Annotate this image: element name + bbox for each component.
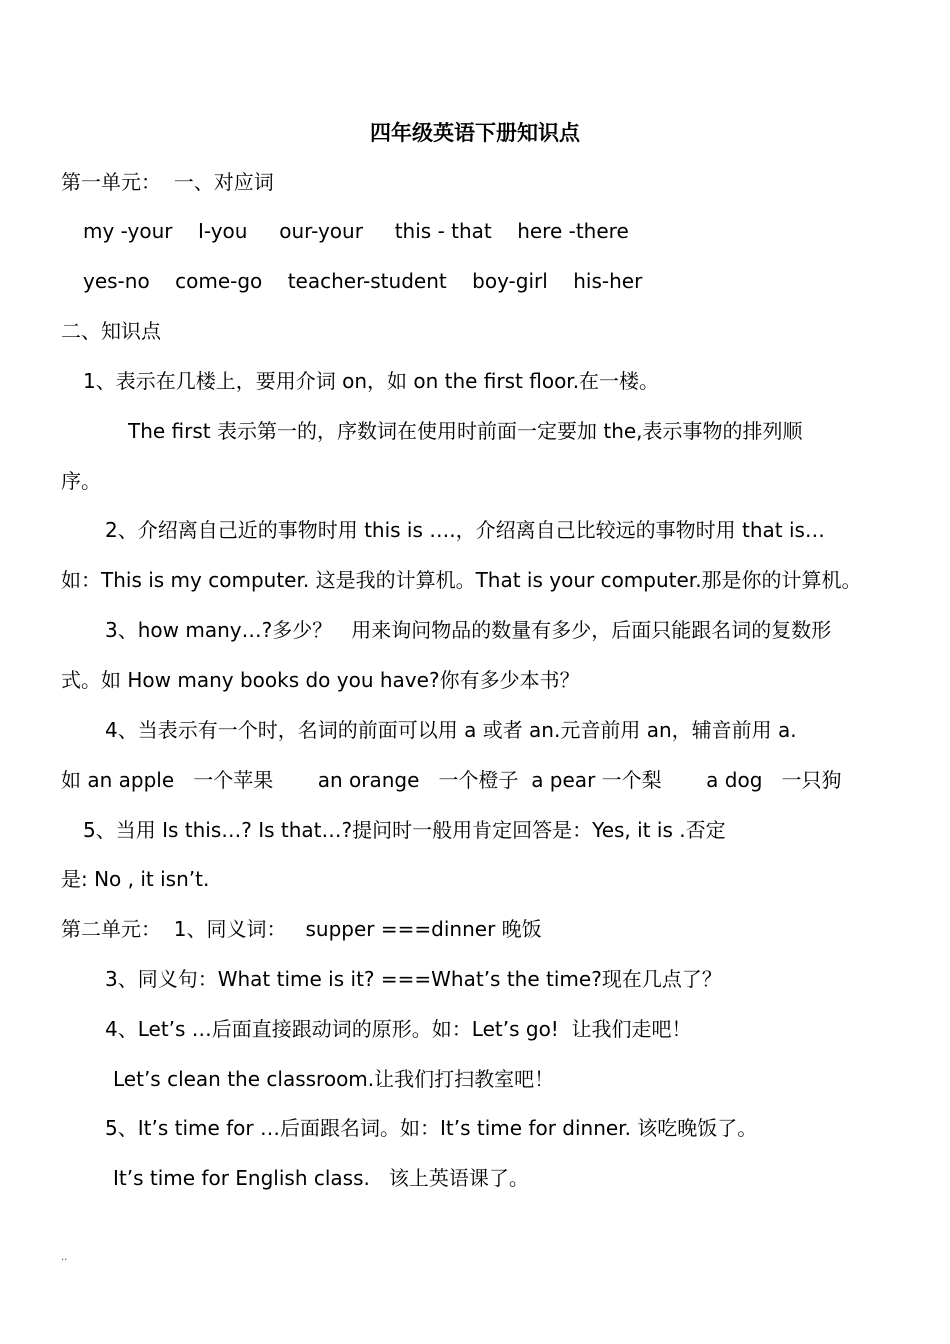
- knowledge-points-heading: 二、知识点: [61, 319, 161, 343]
- antonym-pairs-line-2: yes-no come-go teacher-student boy-girl his-her: [83, 269, 643, 293]
- document-title: 四年级英语下册知识点: [370, 121, 580, 145]
- point-3-example: 式。如 How many books do you have?你有多少本书？: [61, 668, 580, 692]
- unit-two-point-4: 4、Let’s …后面直接跟动词的原形。如：Let’s go! 让我们走吧！: [105, 1017, 692, 1041]
- point-5-line: 5、当用 Is this…? Is that…?提问时一般用肯定回答是：Yes, it is .否定: [83, 818, 726, 842]
- point-3-line: 3、how many…?多少？ 用来询问物品的数量有多少，后面只能跟名词的复数形: [105, 618, 832, 642]
- unit-two-point-4-example: Let’s clean the classroom.让我们打扫教室吧！: [113, 1067, 555, 1091]
- unit-two-point-5-example: It’s time for English class. 该上英语课了。: [113, 1166, 529, 1190]
- point-4-example: 如 an apple 一个苹果 an orange 一个橙子 a pear 一个梨 a dog 一只狗: [61, 768, 842, 792]
- point-1-wrap: 序。: [61, 469, 101, 493]
- antonym-pairs-line-1: my -your I-you our-your this - that here -there: [83, 219, 629, 243]
- point-5-wrap: 是: No , it isn’t.: [61, 867, 210, 891]
- unit-one-heading: 第一单元： 一、对应词: [61, 170, 274, 194]
- point-1-line: 1、表示在几楼上，要用介词 on，如 on the first floor.在一楼。: [83, 369, 660, 393]
- point-4-line: 4、当表示有一个时，名词的前面可以用 a 或者 an.元音前用 an，辅音前用 a.: [105, 718, 797, 742]
- point-2-line: 2、介绍离自己近的事物时用 this is ….，介绍离自己比较远的事物时用 that is…: [105, 518, 825, 542]
- unit-two-point-3: 3、同义句：What time is it? ===What’s the time?现在几点了？: [105, 967, 722, 991]
- unit-two-heading: 第二单元： 1、同义词： supper ===dinner 晚饭: [61, 917, 542, 941]
- point-1-continuation: The first 表示第一的，序数词在使用时前面一定要加 the,表示事物的排列顺: [128, 419, 803, 443]
- page-footer-marker: ..: [61, 1252, 68, 1263]
- point-2-example: 如：This is my computer. 这是我的计算机。That is your computer.那是你的计算机。: [61, 568, 862, 592]
- unit-two-point-5: 5、It’s time for …后面跟名词。如：It’s time for dinner. 该吃晚饭了。: [105, 1116, 758, 1140]
